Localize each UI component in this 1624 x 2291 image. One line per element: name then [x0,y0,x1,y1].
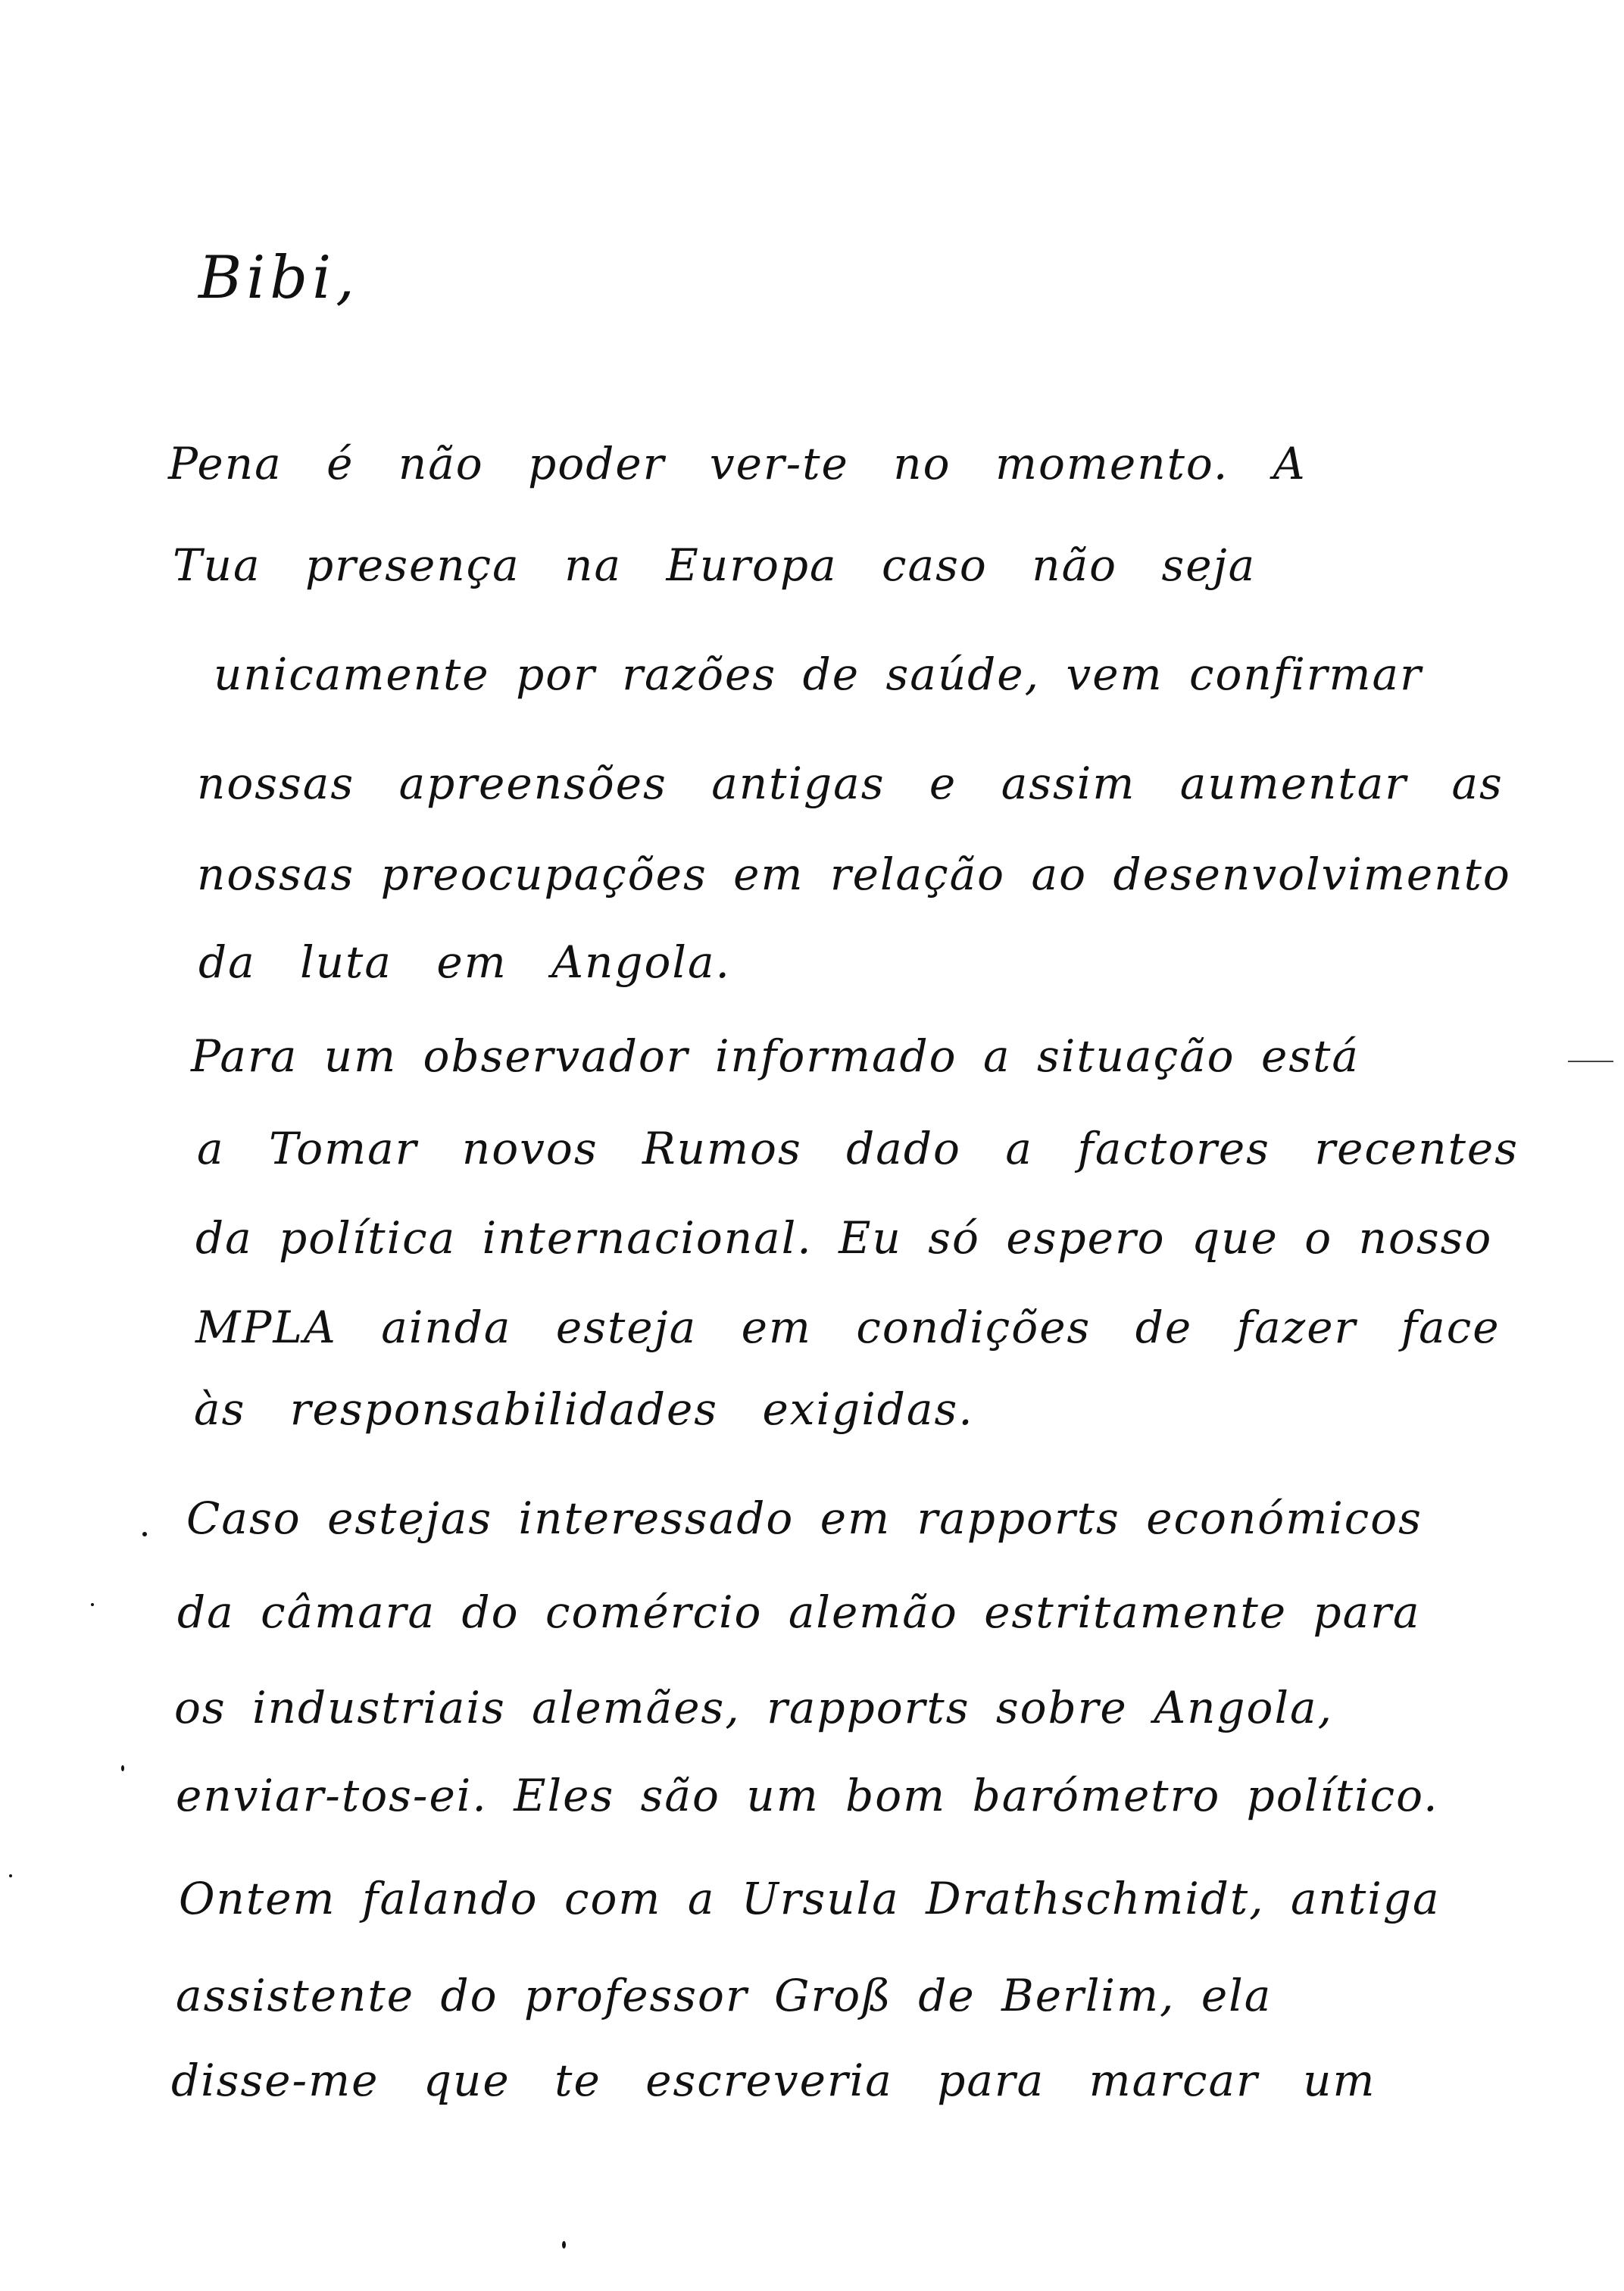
letter-line-7: Para um observador informado a situação está [191,1030,1360,1082]
letter-line-10: MPLA ainda esteja em condições de fazer face [195,1302,1501,1353]
letter-line-15: enviar-tos-ei. Eles são um bom barómetro político. [176,1770,1439,1821]
letter-line-13: da câmara do comércio alemão estritamente para [177,1586,1421,1638]
margin-dot [142,1532,147,1536]
letter-line-17: assistente do professor Groß de Berlim, ela [176,1970,1273,2021]
salutation: Bibi, [198,244,359,312]
margin-dot [91,1603,94,1606]
letter-line-5: nossas preocupações em relação ao desenvolvimento [197,849,1511,900]
letter-line-18: disse-me que te escreveria para marcar um [171,2055,1376,2106]
letter-line-3: unicamente por razões de saúde, vem confirmar [214,649,1423,700]
letter-line-14: os industriais alemães, rapports sobre Angola, [174,1682,1334,1733]
letter-line-8: a Tomar novos Rumos dado a factores recentes [197,1123,1519,1174]
letter-line-2: Tua presença na Europa caso não seja [173,539,1257,591]
letter-line-4: nossas apreensões antigas e assim aumentar as [197,758,1504,809]
letter-line-16: Ontem falando com a Ursula Drathschmidt, antiga [179,1873,1441,1924]
letter-line-1: Pena é não poder ver-te no momento. A [168,438,1307,489]
letter-line-11: às responsabilidades exigidas. [194,1383,974,1435]
margin-dot [9,1874,12,1877]
letter-line-12: Caso estejas interessado em rapports económicos [186,1492,1423,1544]
margin-dot [562,2241,566,2249]
letter-line-6: da luta em Angola. [198,936,731,988]
margin-dot [121,1765,124,1771]
letter-line-9: da política internacional. Eu só espero que o nosso [195,1212,1493,1264]
margin-dash [1568,1061,1613,1062]
